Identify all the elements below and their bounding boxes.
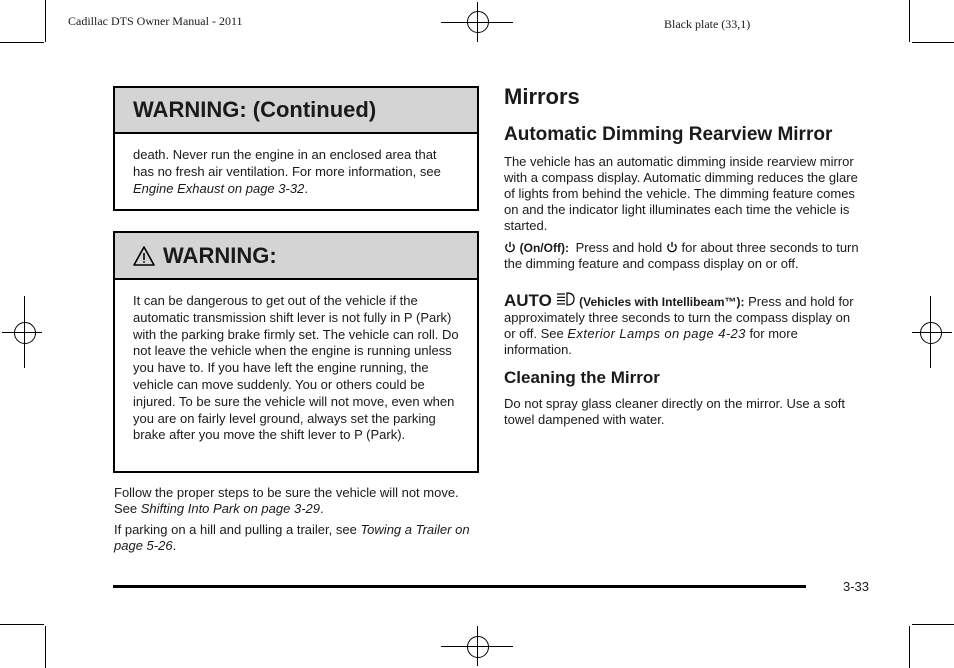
warning-title: WARNING:	[163, 242, 277, 268]
manual-title: Cadillac DTS Owner Manual - 2011	[68, 14, 243, 28]
cross-reference: Engine Exhaust on page 3-32	[133, 180, 305, 196]
warning-continued-box	[113, 86, 479, 211]
warning-header	[115, 233, 477, 280]
warning-triangle-icon	[133, 246, 155, 266]
subsection-title: Automatic Dimming Rearview Mirror	[504, 124, 833, 145]
crop-mark	[0, 624, 44, 625]
registration-mark	[2, 296, 42, 368]
warning-box	[113, 231, 479, 473]
crop-mark	[909, 626, 910, 668]
onoff-label: (On/Off):	[519, 241, 569, 255]
paragraph: If parking on a hill and pulling a trailer, see Towing a Trailer on page 5-26.	[114, 522, 470, 553]
power-icon	[666, 241, 678, 253]
page-number: 3-33	[843, 579, 870, 594]
auto-label: AUTO	[504, 291, 552, 310]
registration-mark	[441, 2, 513, 42]
warning-continued-title: WARNING: (Continued)	[115, 88, 477, 134]
crop-mark	[45, 626, 46, 668]
crop-mark	[0, 42, 44, 43]
section-title: Mirrors	[504, 84, 580, 109]
plate-label: Black plate (33,1)	[664, 17, 751, 31]
registration-mark	[441, 626, 513, 666]
cross-reference: Shifting Into Park on page 3-29	[140, 501, 320, 516]
crop-mark	[909, 0, 910, 42]
warning-continued-text: death. Never run the engine in an enclosed area that has no fresh air ventilation. For more information, see Engine Exhaust on page 3-32.	[133, 147, 441, 196]
cross-reference: Towing a Trailer on page 5-26	[114, 522, 470, 553]
crop-mark	[45, 0, 46, 42]
auto-paragraph: AUTO (Vehicles with Intellibeam™): Press and hold for approximately three seconds to turn the compass display on or off. See Exterior Lamps on page 4-23 for more information.	[504, 291, 854, 357]
crop-mark	[912, 42, 954, 43]
paragraph: Follow the proper steps to be sure the vehicle will not move. See Shifting Into Park on page 3-29.	[114, 485, 459, 516]
headlamp-icon	[555, 291, 575, 307]
power-icon	[504, 241, 516, 253]
cleaning-title: Cleaning the Mirror	[504, 368, 660, 387]
auto-feature-label: (Vehicles with Intellibeam™):	[579, 295, 745, 309]
warning-text: It can be dangerous to get out of the vehicle if the automatic transmission shift lever is not fully in P (Park) with the parking brake firmly set. The vehicle can roll. Do not leave the vehicle when the engine is running unless you have to. If you have left the engine running, the vehicle can move suddenly. You or others could be injured. To be sure the vehicle will not move, even when you are on fairly level ground, always set the parking brake after you move the shift lever to P (Park).	[133, 293, 459, 443]
cleaning-paragraph: Do not spray glass cleaner directly on the mirror. Use a soft towel dampened with water.	[504, 396, 846, 427]
registration-mark	[912, 296, 952, 368]
cross-reference: Exterior Lamps on page 4-23	[567, 326, 746, 341]
intro-paragraph: The vehicle has an automatic dimming inside rearview mirror with a compass display. Automatic dimming reduces the glare of lights from behind the vehicle. The dimming feature comes on and the indicator light illuminates each time the vehicle is started.	[504, 154, 858, 233]
footer-rule	[113, 585, 806, 588]
onoff-paragraph: (On/Off): Press and hold for about three seconds to turn the dimming feature and compass display on or off.	[504, 240, 859, 271]
crop-mark	[912, 624, 954, 625]
